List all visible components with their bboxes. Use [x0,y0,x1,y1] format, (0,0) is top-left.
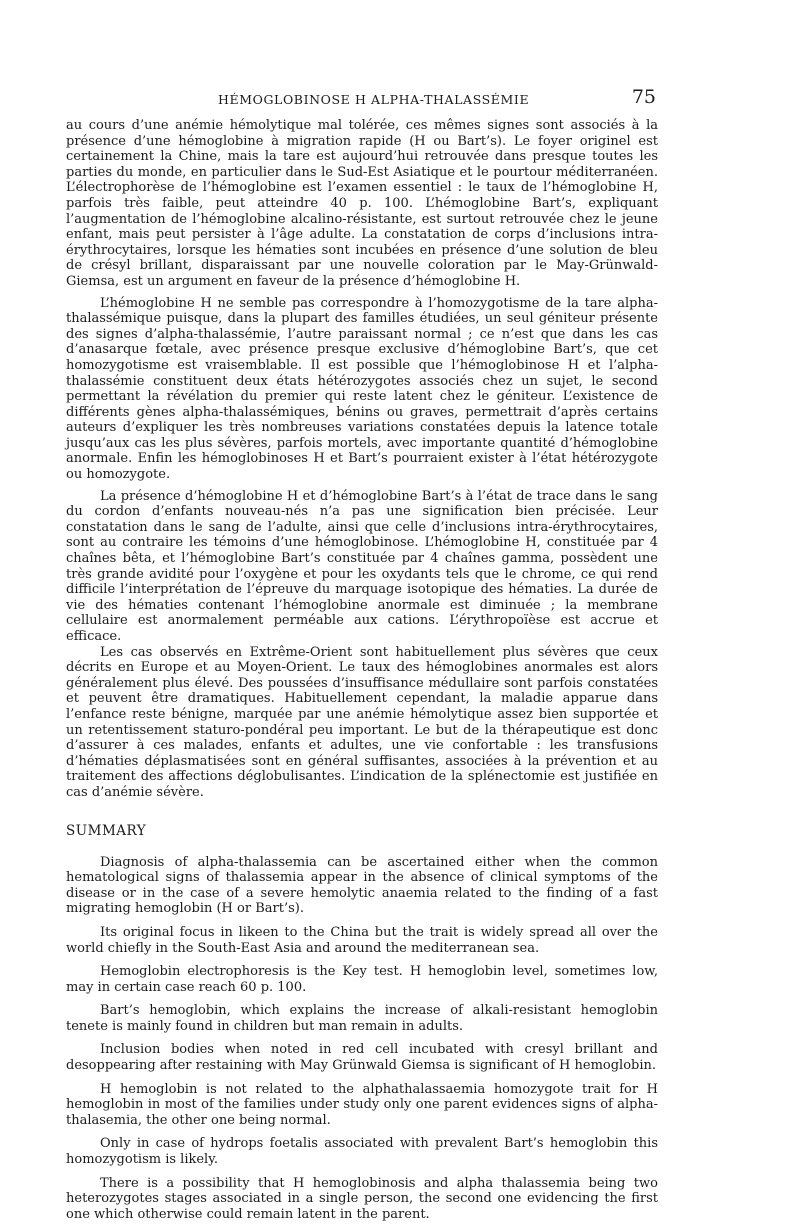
french-body [66,118,658,801]
page [66,86,658,1230]
summary-heading: SUMMARY [66,822,147,839]
running-header [66,86,658,112]
summary-paragraph-4: Bart’s hemoglobin, which explains the increase of alkali-resistant hemoglobin tenete is mainly found in children but man remain in adults. [66,1003,658,1034]
summary-paragraph-6: H hemoglobin is not related to the alphathalassaemia homozygote trait for H hemoglobin in most of the families under study only one parent evidences signs of alpha-thalasemia, the other one being normal. [66,1081,658,1128]
french-paragraph-3: La présence d’hémoglobine H et d’hémoglobine Bart’s à l’état de trace dans le sang du cordon d’enfants nouveau-nés n’a pas une signification bien précisée. Leur constatation dans le sang de l’adulte, ainsi que celle d’inclusions intra-érythrocytaires, sont au contraire les témoins d’une hémoglobinose. L’hémoglobine H, constituée par 4 chaînes bêta, et l’hémoglobine Bart’s constituée par 4 chaînes gamma, possèdent une très grande avidité pour l’oxygène et pour les oxydants tels que le chrome, ce qui rend difficile l’interprétation de l’épreuve du marquage isotopique des hématies. La durée de vie des hématies contenant l’hémoglobine anormale est diminuée ; la membrane cellulaire est anormalement perméable aux cations. L’érythropoïèse est accrue et efficace. [66,488,658,644]
running-title: HÉMOGLOBINOSE H ALPHA-THALASSÉMIE [218,92,530,107]
summary-paragraph-7: Only in case of hydrops foetalis associated with prevalent Bart’s hemoglobin this homozygotism is likely. [66,1136,658,1168]
french-paragraph-2: L’hémoglobine H ne semble pas correspondre à l’homozygotisme de la tare alpha-thalassémique puisque, dans la plupart des familles étudiées, un seul géniteur présente des signes d’alpha-thalassémie, l’autre paraissant normal ; ce n’est que dans les cas d’anasarque fœtale, avec présence presque exclusive d’hémoglobine Bart’s, que cet homozygotisme est vraisemblable. Il est possible que l’hémoglobinose H et l’alpha-thalassémie constituent deux états hétérozygotes associés chez un sujet, le second permettant la révélation du premier qui reste latent chez le géniteur. L’existence de différents gènes alpha-thalassémiques, bénins ou graves, permettrait d’après certains auteurs d’expliquer les très nombreuses variations constatées depuis la latence totale jusqu’aux cas les plus sévères, parfois mortels, avec importante quantité d’hémoglobine anormale. Enfin les hémoglobinoses H et Bart’s pourraient exister à l’état hétérozygote ou homozygote. [66,295,658,483]
summary-paragraph-1: Diagnosis of alpha-thalassemia can be ascertained either when the common hematological signs of thalassemia appear in the absence of clinical symptoms of the disease or in the case of a severe hemolytic anaemia related to the finding of a fast migrating hemoglobin (H or Bart’s). [66,854,658,917]
summary-paragraph-2: Its original focus in likeen to the China but the trait is widely spread all over the world chiefly in the South-East Asia and around the mediterranean sea. [66,924,658,956]
summary-paragraph-3: Hemoglobin electrophoresis is the Key test. H hemoglobin level, sometimes low, may in certain case reach 60 p. 100. [66,964,658,995]
page-number: 75 [631,86,656,108]
french-paragraph-4: Les cas observés en Extrême-Orient sont habituellement plus sévères que ceux décrits en Europe et au Moyen-Orient. Le taux des hémoglobines anormales est alors généralement plus élevé. Des poussées d’insuffisance médullaire sont parfois constatées et peuvent être dramatiques. Habituellement cependant, la maladie apparue dans l’enfance reste bénigne, marquée par une anémie hémolytique assez bien supportée et un retentissement staturo-pondéral peu important. Le but de la thérapeutique est donc d’assurer à ces malades, enfants et adultes, une vie confortable : les transfusions d’hématies déplasmatisées sont en général suffisantes, associées à la prévention et au traitement des affections déglobulisantes. L’indication de la splénectomie est justifiée en cas d’anémie sévère. [66,644,658,800]
french-paragraph-1: au cours d’une anémie hémolytique mal tolérée, ces mêmes signes sont associés à la présence d’une hémoglobine à migration rapide (H ou Bart’s). Le foyer originel est certainement la Chine, mais la tare est aujourd’hui retrouvée dans presque toutes les parties du monde, en particulier dans le Sud-Est Asiatique et le pourtour méditerranéen. L’électrophorèse de l’hémoglobine est l’examen essentiel : le taux de l’hémoglobine H, parfois très faible, peut atteindre 40 p. 100. L’hémoglobine Bart’s, expliquant l’augmentation de l’hémoglobine alcalino-résistante, est surtout retrouvée chez le jeune enfant, mais peut persister à l’âge adulte. La constatation de corps d’inclusions intra-érythrocytaires, lorsque les hématies sont incubées en présence d’une solution de bleu de crésyl brillant, disparaissant par une nouvelle coloration par le May-Grünwald-Giemsa, est un argument en faveur de la présence d’hémoglobine H. [66,118,658,289]
summary-paragraph-8: There is a possibility that H hemoglobinosis and alpha thalassemia being two heterozygotes stages associated in a single person, the second one evidencing the first one which otherwise could remain latent in the parent. [66,1175,658,1222]
summary-body [66,855,658,1223]
summary-paragraph-5: Inclusion bodies when noted in red cell incubated with cresyl brillant and desoppearing after restaining with May Grünwald Giemsa is significant of H hemoglobin. [66,1042,658,1074]
